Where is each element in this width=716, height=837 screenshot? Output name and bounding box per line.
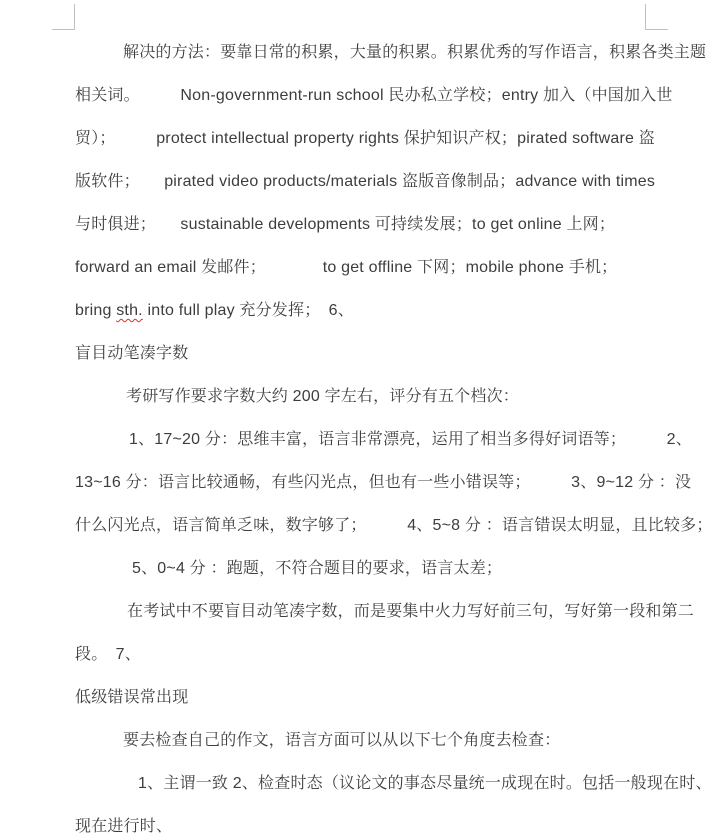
text-run: 解决的方法：要靠日常的积累，大量的积累。积累优秀的写作语言，积累各类主题 bbox=[123, 44, 707, 61]
crop-mark-top-left bbox=[52, 4, 75, 30]
text-run: 相关词。 Non-government-run school 民办私立学校；entry 加入（中国加入世 bbox=[75, 87, 673, 104]
text-run: 5、0~4 分 ：跑题，不符合题目的要求，语言太差； bbox=[132, 560, 503, 577]
text-line bbox=[75, 633, 670, 676]
text-run: 与时俱进； sustainable developments 可持续发展；to get online 上网； bbox=[75, 216, 616, 233]
text-run: 1、主谓一致 2、检查时态（议论文的事态尽量统一成现在时。包括一般现在时、 bbox=[138, 775, 712, 792]
text-line bbox=[75, 289, 670, 332]
text-line bbox=[75, 676, 670, 719]
text-line bbox=[75, 504, 713, 547]
crop-mark-top-right bbox=[645, 4, 668, 30]
document-text[interactable] bbox=[75, 31, 713, 837]
text-run: 盲目动笔凑字数 bbox=[75, 345, 189, 362]
text-run: 段。 7、 bbox=[75, 646, 141, 663]
text-line bbox=[75, 31, 707, 74]
text-line bbox=[75, 547, 670, 590]
text-line bbox=[75, 160, 670, 203]
text-run: into full play 充分发挥； 6、 bbox=[142, 302, 354, 319]
text-line bbox=[75, 590, 695, 633]
text-run: 要去检查自己的作文，语言方面可以从以下七个角度去检查： bbox=[123, 732, 561, 749]
text-run: 现在进行时、 bbox=[75, 818, 173, 835]
text-line bbox=[75, 719, 670, 762]
text-run: 在考试中不要盲目动笔凑字数，而是要集中火力写好前三句，写好第一段和第二 bbox=[127, 603, 695, 620]
text-line bbox=[75, 332, 670, 375]
text-line bbox=[75, 805, 670, 837]
text-run: bring bbox=[75, 302, 117, 319]
text-run: forward an email 发邮件； to get offline 下网；mobile phone 手机； bbox=[75, 259, 618, 276]
text-line bbox=[75, 203, 670, 246]
text-line bbox=[75, 418, 692, 461]
text-run: 低级错误常出现 bbox=[75, 689, 189, 706]
text-line bbox=[75, 461, 692, 504]
misspelled-word: sth. bbox=[116, 302, 143, 319]
text-line bbox=[75, 375, 670, 418]
text-line bbox=[75, 762, 712, 805]
text-line bbox=[75, 117, 670, 160]
text-run: 1、17~20 分：思维丰富，语言非常漂亮，运用了相当多得好词语等； 2、 bbox=[129, 431, 692, 448]
text-run: 什么闪光点，语言简单乏味，数字够了； 4、5~8 分 ：语言错误太明显，且比较多； bbox=[75, 517, 713, 534]
text-run: 贸）； protect intellectual property rights 保护知识产权；pirated software 盗 bbox=[75, 130, 655, 147]
text-run: 版软件； pirated video products/materials 盗版音像制品；advance with times bbox=[75, 173, 656, 190]
text-run: 考研写作要求字数大约 200 字左右，评分有五个档次： bbox=[126, 388, 519, 405]
text-line bbox=[75, 74, 673, 117]
text-line bbox=[75, 246, 670, 289]
text-run: 13~16 分：语言比较通畅，有些闪光点，但也有一些小错误等； 3、9~12 分 ：没 bbox=[75, 474, 692, 491]
